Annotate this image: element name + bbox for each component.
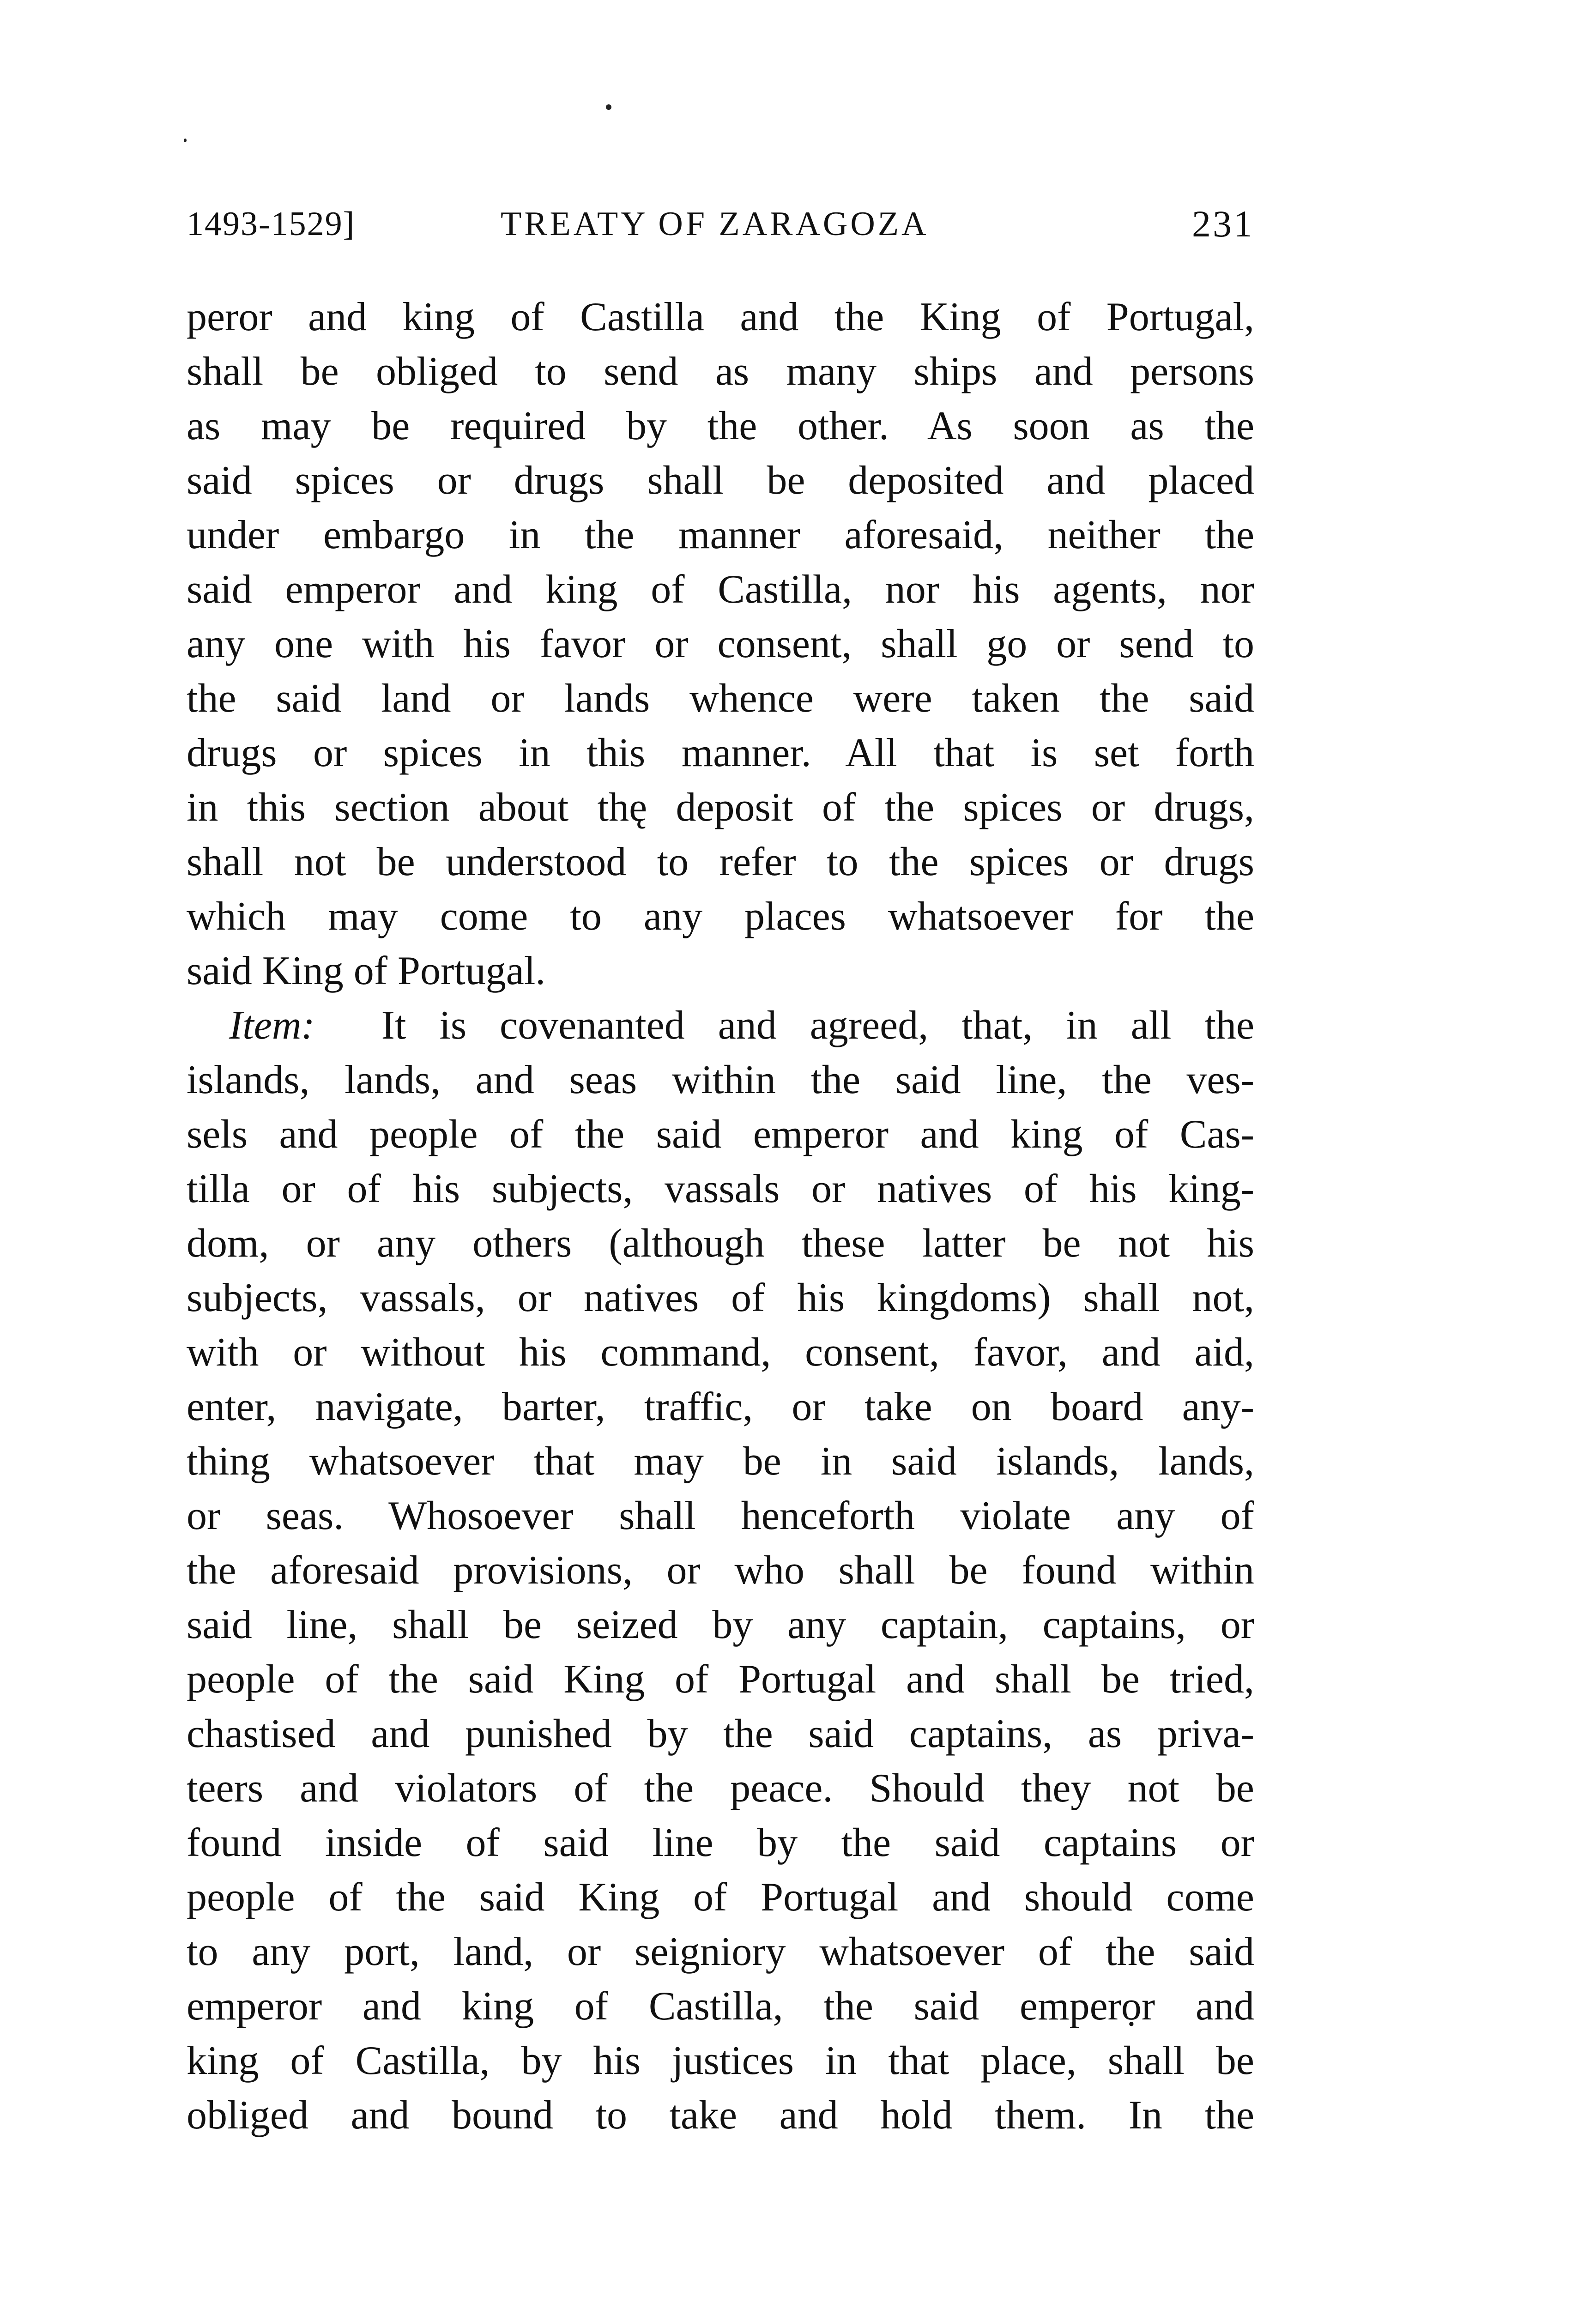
item-label: Item:: [229, 1003, 315, 1048]
text-line: islands, lands, and seas within the said line, the ves-: [187, 1058, 1254, 1102]
text-line: sels and people of the said emperor and king of Cas-: [187, 1112, 1254, 1157]
text-line: the said land or lands whence were taken the said: [187, 676, 1254, 721]
text-line: subjects, vassals, or natives of his kingdoms) shall not,: [187, 1275, 1254, 1320]
text-line: the aforesaid provisions, or who shall be found within: [187, 1548, 1254, 1593]
text-line: to any port, land, or seigniory whatsoever of the said: [187, 1929, 1254, 1974]
text-line-item-start: [187, 998, 1254, 1053]
paragraph-item: [187, 998, 1254, 2143]
text-line: as may be required by the other. As soon as the: [187, 404, 1254, 448]
text-line: obliged and bound to take and hold them. In the: [187, 2093, 1254, 2138]
print-speck: [606, 104, 611, 110]
body-text: [187, 290, 1254, 2143]
text-line: or seas. Whosoever shall henceforth violate any of: [187, 1493, 1254, 1538]
text-line: said King of Portugal.: [187, 949, 546, 993]
text-line: tilla or of his subjects, vassals or natives of his king-: [187, 1167, 1254, 1211]
paragraph-continued: [187, 290, 1254, 998]
text-line: teers and violators of the peace. Should they not be: [187, 1766, 1254, 1811]
text-line: people of the said King of Portugal and shall be tried,: [187, 1657, 1254, 1702]
running-header-title: TREATY OF ZARAGOZA: [501, 205, 929, 243]
text-line: found inside of said line by the said captains or: [187, 1820, 1254, 1865]
text-line: king of Castilla, by his justices in that place, shall be: [187, 2038, 1254, 2083]
text-line: chastised and punished by the said captains, as priva-: [187, 1711, 1254, 1756]
text-line: said spices or drugs shall be deposited and placed: [187, 458, 1254, 503]
text-line: said emperor and king of Castilla, nor his agents, nor: [187, 567, 1254, 612]
text-line: said line, shall be seized by any captain, captains, or: [187, 1602, 1254, 1647]
text-line: any one with his favor or consent, shall go or send to: [187, 622, 1254, 666]
text-line: people of the said King of Portugal and should come: [187, 1875, 1254, 1920]
running-header: [187, 199, 1254, 249]
text-line: with or without his command, consent, favor, and aid,: [187, 1330, 1254, 1375]
text-line: in this section about thę deposit of the spices or drugs,: [187, 785, 1254, 830]
print-speck: [184, 139, 187, 142]
text-line: thing whatsoever that may be in said islands, lands,: [187, 1439, 1254, 1484]
text-line: peror and king of Castilla and the King of Portugal,: [187, 295, 1254, 339]
page-number: 231: [1192, 203, 1254, 245]
text-line: under embargo in the manner aforesaid, neither the: [187, 513, 1254, 557]
text-line: drugs or spices in this manner. All that is set forth: [187, 731, 1254, 775]
running-header-date-range: 1493-1529]: [187, 205, 356, 243]
item-first-line-text: It is covenanted and agreed, that, in all the: [381, 1003, 1254, 1048]
text-line: dom, or any others (although these latter be not his: [187, 1221, 1254, 1266]
text-line: which may come to any places whatsoever for the: [187, 894, 1254, 939]
text-line: enter, navigate, barter, traffic, or take on board any-: [187, 1384, 1254, 1429]
text-line: emperor and king of Castilla, the said emperọr and: [187, 1984, 1254, 2029]
text-line: shall not be understood to refer to the spices or drugs: [187, 840, 1254, 884]
text-line: shall be obliged to send as many ships and persons: [187, 349, 1254, 394]
